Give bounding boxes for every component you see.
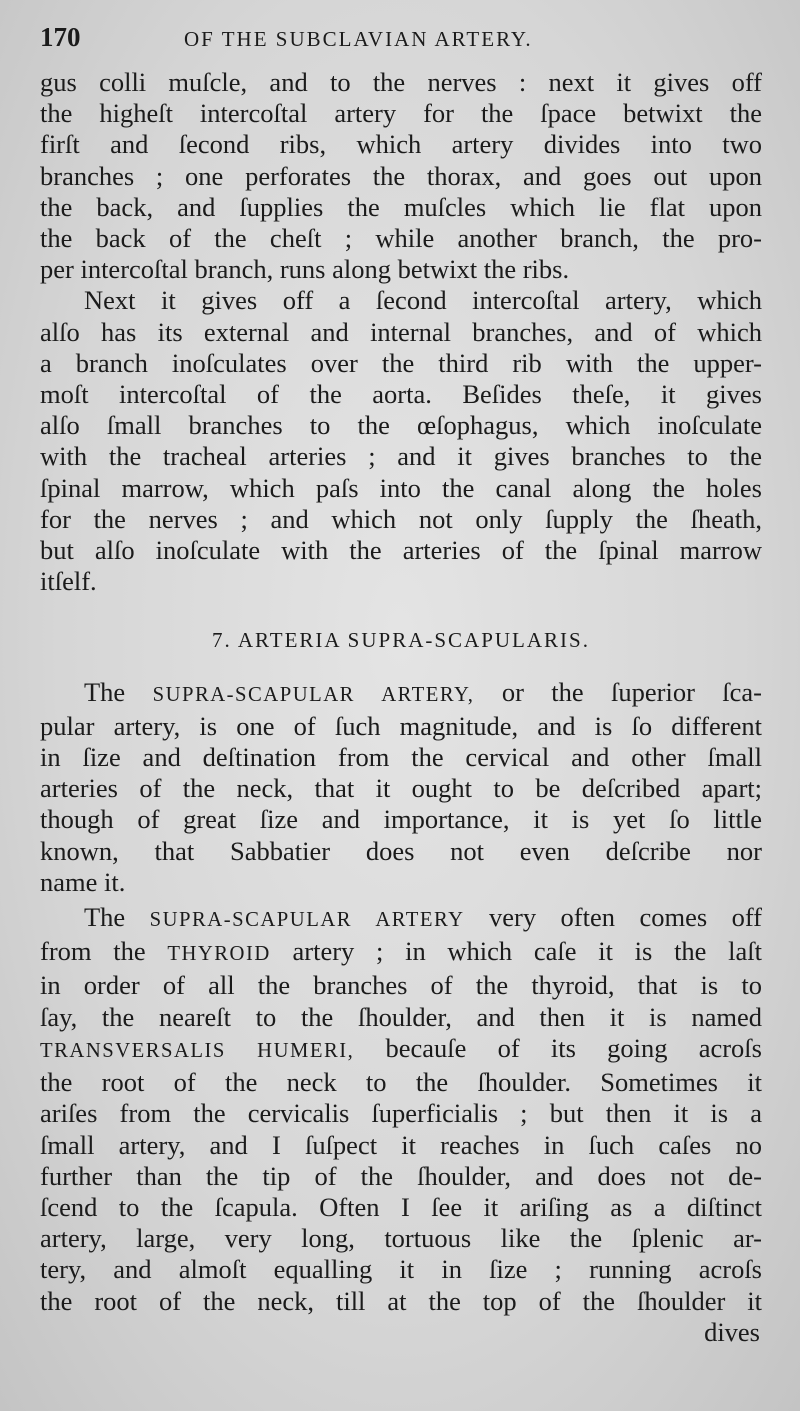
text-line: firſt and ſecond ribs, which artery divides into two (40, 129, 762, 160)
page-number: 170 (40, 22, 81, 52)
text-line: a branch inoſculates over the third rib with the upper- (40, 347, 762, 378)
small-caps-term: SUPRA-SCAPULAR ARTERY (149, 909, 465, 932)
text-line: Next it gives off a ſecond intercoſtal artery, which (84, 285, 762, 316)
text-line: ſpinal marrow, which paſs into the canal along the holes (40, 472, 762, 503)
body-text (40, 67, 762, 1348)
paragraph-3 (40, 677, 762, 898)
text-line: tery, and almoſt equalling it in ſize ; running acroſs (40, 1254, 762, 1285)
text-line: per intercoſtal branch, runs along betwixt the ribs. (40, 254, 570, 285)
text-line: artery, large, very long, tortuous like the ſplenic ar- (40, 1223, 762, 1254)
text-line: alſo has its external and internal branches, and of which (40, 316, 762, 347)
text-line: the higheſt intercoſtal artery for the ſpace betwixt the (40, 98, 762, 129)
text-line: for the nerves ; and which not only ſupply the ſheath, (40, 503, 762, 534)
small-caps-term: SUPRA-SCAPULAR ARTERY, (152, 683, 475, 706)
small-caps-term: TRANSVERSALIS HUMERI, (40, 1039, 355, 1062)
text-segment: artery ; in which caſe it is the laſt (292, 936, 763, 967)
text-line: ariſes from the cervicalis ſuperficialis ; but then it is a (40, 1098, 762, 1129)
text-segment: or the ſuperior ſca- (501, 676, 763, 707)
running-title: OF THE SUBCLAVIAN ARTERY. (184, 27, 533, 51)
text-line: further than the tip of the ſhoulder, and does not de- (40, 1160, 762, 1191)
text-line: though of great ſize and importance, it is yet ſo little (40, 804, 762, 835)
text-segment: The (84, 902, 126, 933)
text-line: the root of the neck, till at the top of the ſhoulder it (40, 1285, 762, 1316)
text-line: arteries of the neck, that it ought to be deſcribed apart; (40, 773, 762, 804)
text-line: ſcend to the ſcapula. Often I ſee it ariſing as a diſtinct (40, 1191, 762, 1222)
text-line: in ſize and deſtination from the cervical and other ſmall (40, 742, 762, 773)
text-line: but alſo inoſculate with the arteries of the ſpinal marrow (40, 535, 762, 566)
paragraph-1 (40, 67, 762, 285)
text-segment: The (84, 676, 126, 707)
text-segment: very often comes off (489, 902, 762, 933)
page-header (40, 22, 762, 67)
text-line: branches ; one perforates the thorax, and goes out upon (40, 160, 762, 191)
text-segment: becauſe of its going acroſs (385, 1032, 762, 1063)
text-line: in order of all the branches of the thyroid, that is to (40, 970, 762, 1001)
text-line: the root of the neck to the ſhoulder. Sometimes it (40, 1067, 762, 1098)
small-caps-term: THYROID (167, 943, 271, 966)
text-line: ſay, the neareſt to the ſhoulder, and then it is named (40, 1001, 762, 1032)
text-line: itſelf. (40, 566, 97, 597)
text-line: ſmall artery, and I ſuſpect it reaches in ſuch caſes no (40, 1129, 762, 1160)
section-heading: 7. ARTERIA SUPRA-SCAPULARIS. (212, 628, 590, 653)
text-line: with the tracheal arteries ; and it gives branches to the (40, 441, 762, 472)
text-line (40, 936, 762, 970)
text-line (40, 1033, 762, 1067)
text-line (40, 677, 762, 711)
text-line: alſo ſmall branches to the œſophagus, which inoſculate (40, 410, 762, 441)
text-line: gus colli muſcle, and to the nerves : next it gives off (40, 67, 762, 97)
text-line (40, 902, 762, 936)
catchword: dives (704, 1316, 760, 1347)
paragraph-2 (40, 285, 762, 597)
text-line: pular artery, is one of ſuch magnitude, and is ſo different (40, 710, 762, 741)
text-line: the back of the cheſt ; while another branch, the pro- (40, 223, 762, 254)
text-line: name it. (40, 866, 126, 897)
paragraph-4 (40, 902, 762, 1317)
text-segment: from the (40, 936, 146, 967)
text-line: the back, and ſupplies the muſcles which lie flat upon (40, 191, 762, 222)
text-line: moſt intercoſtal of the aorta. Beſides theſe, it gives (40, 379, 762, 410)
text-line: known, that Sabbatier does not even deſcribe nor (40, 835, 762, 866)
